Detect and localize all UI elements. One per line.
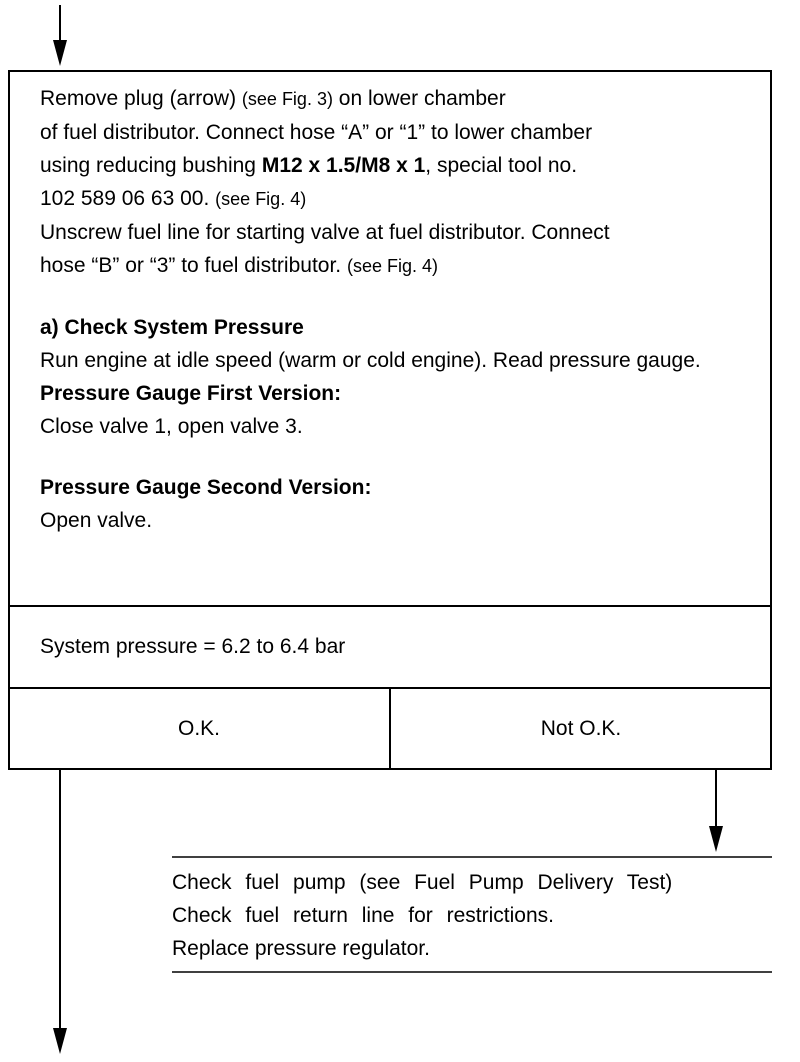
step1-line2: of fuel distributor. Connect hose “A” or “1” to lower chamber xyxy=(40,121,593,144)
check-system-pressure-body: Run engine at idle speed (warm or cold engine). Read pressure gauge. xyxy=(40,349,701,372)
instructions-block xyxy=(40,82,760,537)
remedy-check-return-line: Check fuel return line for restrictions. xyxy=(172,904,554,927)
not-ok-arrow-head xyxy=(709,826,723,852)
check-system-pressure-heading: a) Check System Pressure xyxy=(40,316,304,339)
entry-arrow-head xyxy=(53,40,67,66)
step1-line4 xyxy=(40,182,760,216)
remedy-actions xyxy=(172,866,772,965)
remedy-replace-regulator: Replace pressure regulator. xyxy=(172,937,430,960)
step1-line3: using reducing bushing M12 x 1.5/M8 x 1, special tool no. xyxy=(40,154,578,177)
gauge-first-version-body: Close valve 1, open valve 3. xyxy=(40,415,303,438)
gauge-second-version-body: Open valve. xyxy=(40,509,153,532)
system-pressure-spec: System pressure = 6.2 to 6.4 bar xyxy=(40,635,346,658)
step1-line1: Remove plug (arrow) (see Fig. 3) on lower chamber xyxy=(40,87,506,110)
step2-line1: Unscrew fuel line for starting valve at fuel distributor. Connect xyxy=(40,221,610,244)
ok-arrow-head xyxy=(53,1028,67,1054)
fig4-reference-2: (see Fig. 4) xyxy=(346,256,439,276)
gauge-second-version-heading: Pressure Gauge Second Version: xyxy=(40,476,372,499)
remedy-check-fuel-pump: Check fuel pump (see Fuel Pump Delivery Test) xyxy=(172,871,673,894)
fig4-reference: (see Fig. 4) xyxy=(215,189,307,209)
gauge-first-version-heading: Pressure Gauge First Version: xyxy=(40,382,342,405)
fig3-reference: (see Fig. 3) xyxy=(241,89,333,109)
result-not-ok-label: Not O.K. xyxy=(540,717,622,740)
result-ok-label: O.K. xyxy=(177,717,220,740)
step2-line2: hose “B” or “3” to fuel distributor. (see Fig. 4) xyxy=(40,254,439,277)
tool-number: 102 589 06 63 00. xyxy=(40,187,210,210)
bushing-spec: M12 x 1.5/M8 x 1 xyxy=(261,154,426,177)
